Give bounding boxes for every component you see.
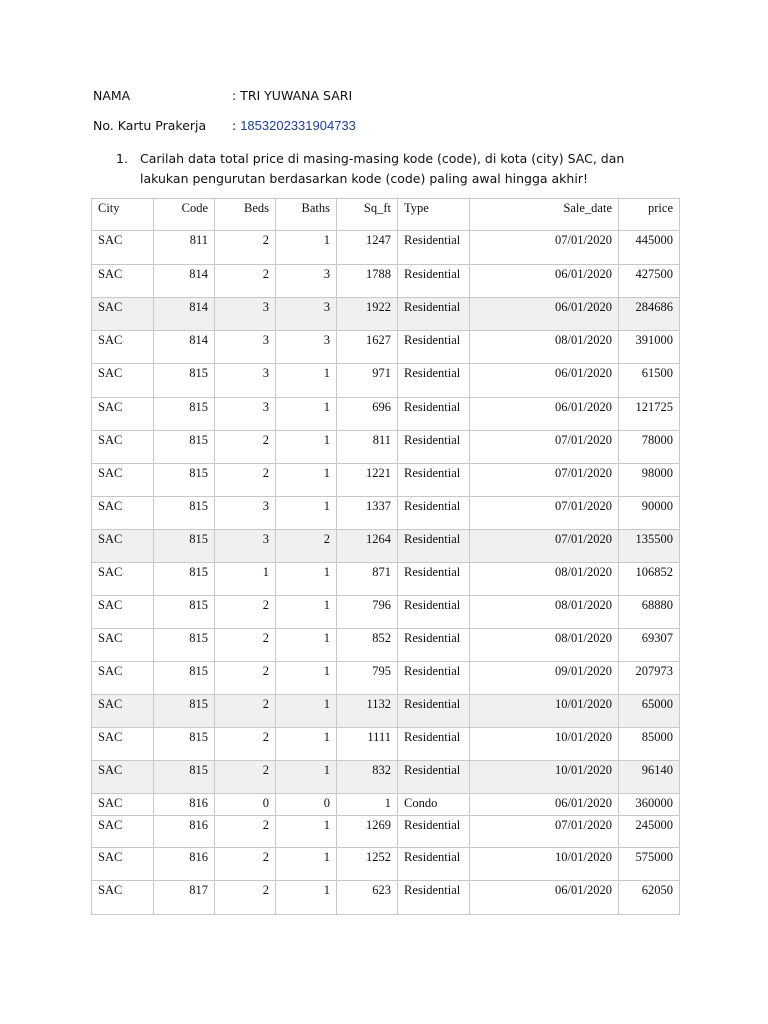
cell-sq-ft: 1247 — [337, 231, 398, 265]
table-row — [92, 695, 680, 728]
cell-sq-ft: 1788 — [337, 265, 398, 298]
cell-sq-ft: 623 — [337, 881, 398, 915]
cell-code: 815 — [154, 431, 215, 464]
column-header-beds: Beds — [215, 199, 276, 231]
cell-city: SAC — [92, 848, 154, 881]
cell-sq-ft: 1269 — [337, 816, 398, 848]
cell-sq-ft: 852 — [337, 629, 398, 662]
cell-type: Residential — [398, 728, 470, 761]
cell-sq-ft: 1252 — [337, 848, 398, 881]
column-header-type: Type — [398, 199, 470, 231]
cell-code: 815 — [154, 563, 215, 596]
cell-sale-date: 06/01/2020 — [470, 265, 619, 298]
cell-price: 207973 — [619, 662, 680, 695]
cell-code: 815 — [154, 530, 215, 563]
cell-city: SAC — [92, 530, 154, 563]
cell-code: 814 — [154, 265, 215, 298]
cell-beds: 1 — [215, 563, 276, 596]
cell-baths: 3 — [276, 265, 337, 298]
cell-code: 815 — [154, 596, 215, 629]
cell-sale-date: 08/01/2020 — [470, 596, 619, 629]
cell-sq-ft: 971 — [337, 364, 398, 398]
cell-baths: 1 — [276, 464, 337, 497]
cell-code: 815 — [154, 695, 215, 728]
nama-value: : TRI YUWANA SARI — [232, 88, 353, 103]
cell-code: 815 — [154, 728, 215, 761]
cell-sale-date: 09/01/2020 — [470, 662, 619, 695]
cell-sale-date: 07/01/2020 — [470, 464, 619, 497]
cell-type: Residential — [398, 231, 470, 265]
cell-price: 68880 — [619, 596, 680, 629]
column-header-baths: Baths — [276, 199, 337, 231]
cell-city: SAC — [92, 629, 154, 662]
cell-baths: 1 — [276, 497, 337, 530]
cell-sale-date: 06/01/2020 — [470, 364, 619, 398]
table-row — [92, 530, 680, 563]
cell-type: Residential — [398, 331, 470, 364]
cell-price: 96140 — [619, 761, 680, 794]
table-row — [92, 596, 680, 629]
cell-baths: 1 — [276, 848, 337, 881]
table-row — [92, 364, 680, 398]
cell-sq-ft: 1627 — [337, 331, 398, 364]
cell-baths: 1 — [276, 881, 337, 915]
table-row — [92, 497, 680, 530]
cell-sale-date: 06/01/2020 — [470, 298, 619, 331]
cell-price: 106852 — [619, 563, 680, 596]
cell-price: 245000 — [619, 816, 680, 848]
cell-price: 575000 — [619, 848, 680, 881]
cell-code: 815 — [154, 662, 215, 695]
cell-beds: 2 — [215, 728, 276, 761]
cell-type: Residential — [398, 265, 470, 298]
table-row — [92, 794, 680, 816]
cell-code: 815 — [154, 364, 215, 398]
cell-city: SAC — [92, 298, 154, 331]
cell-city: SAC — [92, 464, 154, 497]
cell-city: SAC — [92, 816, 154, 848]
cell-price: 78000 — [619, 431, 680, 464]
cell-code: 815 — [154, 761, 215, 794]
cell-price: 445000 — [619, 231, 680, 265]
cell-sale-date: 08/01/2020 — [470, 331, 619, 364]
table-row — [92, 265, 680, 298]
kartu-prakerja-number: 1853202331904733 — [240, 118, 356, 133]
cell-baths: 3 — [276, 331, 337, 364]
cell-beds: 2 — [215, 695, 276, 728]
table-row — [92, 464, 680, 497]
cell-sq-ft: 1132 — [337, 695, 398, 728]
cell-type: Residential — [398, 464, 470, 497]
cell-city: SAC — [92, 596, 154, 629]
table-row — [92, 761, 680, 794]
cell-beds: 2 — [215, 231, 276, 265]
cell-sq-ft: 1264 — [337, 530, 398, 563]
cell-sale-date: 07/01/2020 — [470, 497, 619, 530]
cell-code: 815 — [154, 398, 215, 431]
cell-type: Residential — [398, 364, 470, 398]
table-row — [92, 881, 680, 915]
cell-baths: 1 — [276, 231, 337, 265]
cell-price: 391000 — [619, 331, 680, 364]
table-row — [92, 298, 680, 331]
cell-baths: 1 — [276, 761, 337, 794]
cell-city: SAC — [92, 331, 154, 364]
cell-city: SAC — [92, 431, 154, 464]
cell-beds: 0 — [215, 794, 276, 816]
cell-code: 816 — [154, 816, 215, 848]
cell-code: 814 — [154, 331, 215, 364]
cell-price: 121725 — [619, 398, 680, 431]
cell-city: SAC — [92, 881, 154, 915]
cell-beds: 3 — [215, 497, 276, 530]
cell-baths: 3 — [276, 298, 337, 331]
cell-type: Condo — [398, 794, 470, 816]
cell-baths: 1 — [276, 596, 337, 629]
cell-type: Residential — [398, 431, 470, 464]
cell-type: Residential — [398, 662, 470, 695]
property-sales-table — [91, 198, 680, 915]
cell-price: 98000 — [619, 464, 680, 497]
cell-beds: 2 — [215, 816, 276, 848]
cell-sq-ft: 795 — [337, 662, 398, 695]
cell-code: 811 — [154, 231, 215, 265]
cell-city: SAC — [92, 695, 154, 728]
cell-type: Residential — [398, 298, 470, 331]
column-header-code: Code — [154, 199, 215, 231]
cell-type: Residential — [398, 761, 470, 794]
cell-beds: 2 — [215, 629, 276, 662]
cell-baths: 1 — [276, 662, 337, 695]
cell-price: 61500 — [619, 364, 680, 398]
cell-sq-ft: 696 — [337, 398, 398, 431]
cell-sq-ft: 1337 — [337, 497, 398, 530]
cell-beds: 2 — [215, 431, 276, 464]
cell-code: 814 — [154, 298, 215, 331]
kartu-colon: : — [232, 118, 237, 133]
cell-sq-ft: 1221 — [337, 464, 398, 497]
cell-beds: 2 — [215, 265, 276, 298]
cell-sale-date: 10/01/2020 — [470, 728, 619, 761]
cell-sq-ft: 1111 — [337, 728, 398, 761]
cell-sq-ft: 811 — [337, 431, 398, 464]
cell-baths: 1 — [276, 728, 337, 761]
cell-type: Residential — [398, 881, 470, 915]
cell-city: SAC — [92, 794, 154, 816]
cell-type: Residential — [398, 695, 470, 728]
cell-price: 69307 — [619, 629, 680, 662]
cell-price: 62050 — [619, 881, 680, 915]
cell-price: 360000 — [619, 794, 680, 816]
cell-beds: 2 — [215, 662, 276, 695]
table-row — [92, 231, 680, 265]
column-header-price: price — [619, 199, 680, 231]
cell-beds: 2 — [215, 596, 276, 629]
cell-sq-ft: 1 — [337, 794, 398, 816]
cell-sale-date: 07/01/2020 — [470, 231, 619, 265]
cell-sale-date: 06/01/2020 — [470, 881, 619, 915]
table-row — [92, 331, 680, 364]
cell-sale-date: 10/01/2020 — [470, 695, 619, 728]
question-text: Carilah data total price di masing-masing kode (code), di kota (city) SAC, dan lakukan pengurutan berdasarkan kode (code) paling awal hingga akhir! — [140, 151, 625, 186]
cell-sq-ft: 1922 — [337, 298, 398, 331]
cell-city: SAC — [92, 728, 154, 761]
column-header-sale-date: Sale_date — [470, 199, 619, 231]
cell-price: 135500 — [619, 530, 680, 563]
cell-city: SAC — [92, 364, 154, 398]
cell-beds: 2 — [215, 848, 276, 881]
cell-sale-date: 08/01/2020 — [470, 563, 619, 596]
cell-baths: 0 — [276, 794, 337, 816]
nama-label: NAMA — [93, 88, 131, 103]
cell-code: 816 — [154, 794, 215, 816]
cell-sale-date: 10/01/2020 — [470, 761, 619, 794]
cell-price: 90000 — [619, 497, 680, 530]
cell-sale-date: 07/01/2020 — [470, 530, 619, 563]
table-row — [92, 398, 680, 431]
cell-sale-date: 06/01/2020 — [470, 794, 619, 816]
cell-beds: 2 — [215, 464, 276, 497]
kartu-prakerja-label: No. Kartu Prakerja — [93, 118, 207, 133]
cell-code: 815 — [154, 497, 215, 530]
cell-city: SAC — [92, 662, 154, 695]
cell-city: SAC — [92, 563, 154, 596]
cell-beds: 3 — [215, 398, 276, 431]
cell-code: 817 — [154, 881, 215, 915]
cell-baths: 1 — [276, 629, 337, 662]
cell-type: Residential — [398, 816, 470, 848]
cell-type: Residential — [398, 629, 470, 662]
cell-type: Residential — [398, 398, 470, 431]
cell-baths: 2 — [276, 530, 337, 563]
cell-beds: 2 — [215, 881, 276, 915]
table-row — [92, 662, 680, 695]
cell-type: Residential — [398, 596, 470, 629]
cell-sale-date: 10/01/2020 — [470, 848, 619, 881]
cell-city: SAC — [92, 265, 154, 298]
cell-beds: 3 — [215, 298, 276, 331]
cell-code: 815 — [154, 629, 215, 662]
cell-baths: 1 — [276, 695, 337, 728]
cell-beds: 3 — [215, 364, 276, 398]
cell-sale-date: 07/01/2020 — [470, 431, 619, 464]
cell-price: 284686 — [619, 298, 680, 331]
table-row — [92, 431, 680, 464]
table-row — [92, 728, 680, 761]
cell-city: SAC — [92, 761, 154, 794]
cell-beds: 3 — [215, 331, 276, 364]
cell-price: 85000 — [619, 728, 680, 761]
table-row — [92, 848, 680, 881]
cell-sale-date: 07/01/2020 — [470, 816, 619, 848]
cell-sq-ft: 796 — [337, 596, 398, 629]
cell-city: SAC — [92, 398, 154, 431]
kartu-prakerja-value-wrap — [232, 118, 356, 133]
column-header-sq-ft: Sq_ft — [337, 199, 398, 231]
column-header-city: City — [92, 199, 154, 231]
table-row — [92, 629, 680, 662]
cell-sq-ft: 871 — [337, 563, 398, 596]
cell-baths: 1 — [276, 364, 337, 398]
table-row — [92, 563, 680, 596]
question-number: 1. — [116, 151, 128, 166]
table-header-row — [92, 199, 680, 231]
cell-type: Residential — [398, 848, 470, 881]
cell-type: Residential — [398, 530, 470, 563]
cell-city: SAC — [92, 231, 154, 265]
cell-code: 816 — [154, 848, 215, 881]
cell-baths: 1 — [276, 563, 337, 596]
cell-sale-date: 06/01/2020 — [470, 398, 619, 431]
cell-type: Residential — [398, 563, 470, 596]
cell-baths: 1 — [276, 398, 337, 431]
cell-beds: 3 — [215, 530, 276, 563]
cell-type: Residential — [398, 497, 470, 530]
cell-baths: 1 — [276, 816, 337, 848]
table-row — [92, 816, 680, 848]
cell-beds: 2 — [215, 761, 276, 794]
cell-sale-date: 08/01/2020 — [470, 629, 619, 662]
cell-sq-ft: 832 — [337, 761, 398, 794]
cell-code: 815 — [154, 464, 215, 497]
cell-city: SAC — [92, 497, 154, 530]
cell-price: 427500 — [619, 265, 680, 298]
cell-baths: 1 — [276, 431, 337, 464]
cell-price: 65000 — [619, 695, 680, 728]
